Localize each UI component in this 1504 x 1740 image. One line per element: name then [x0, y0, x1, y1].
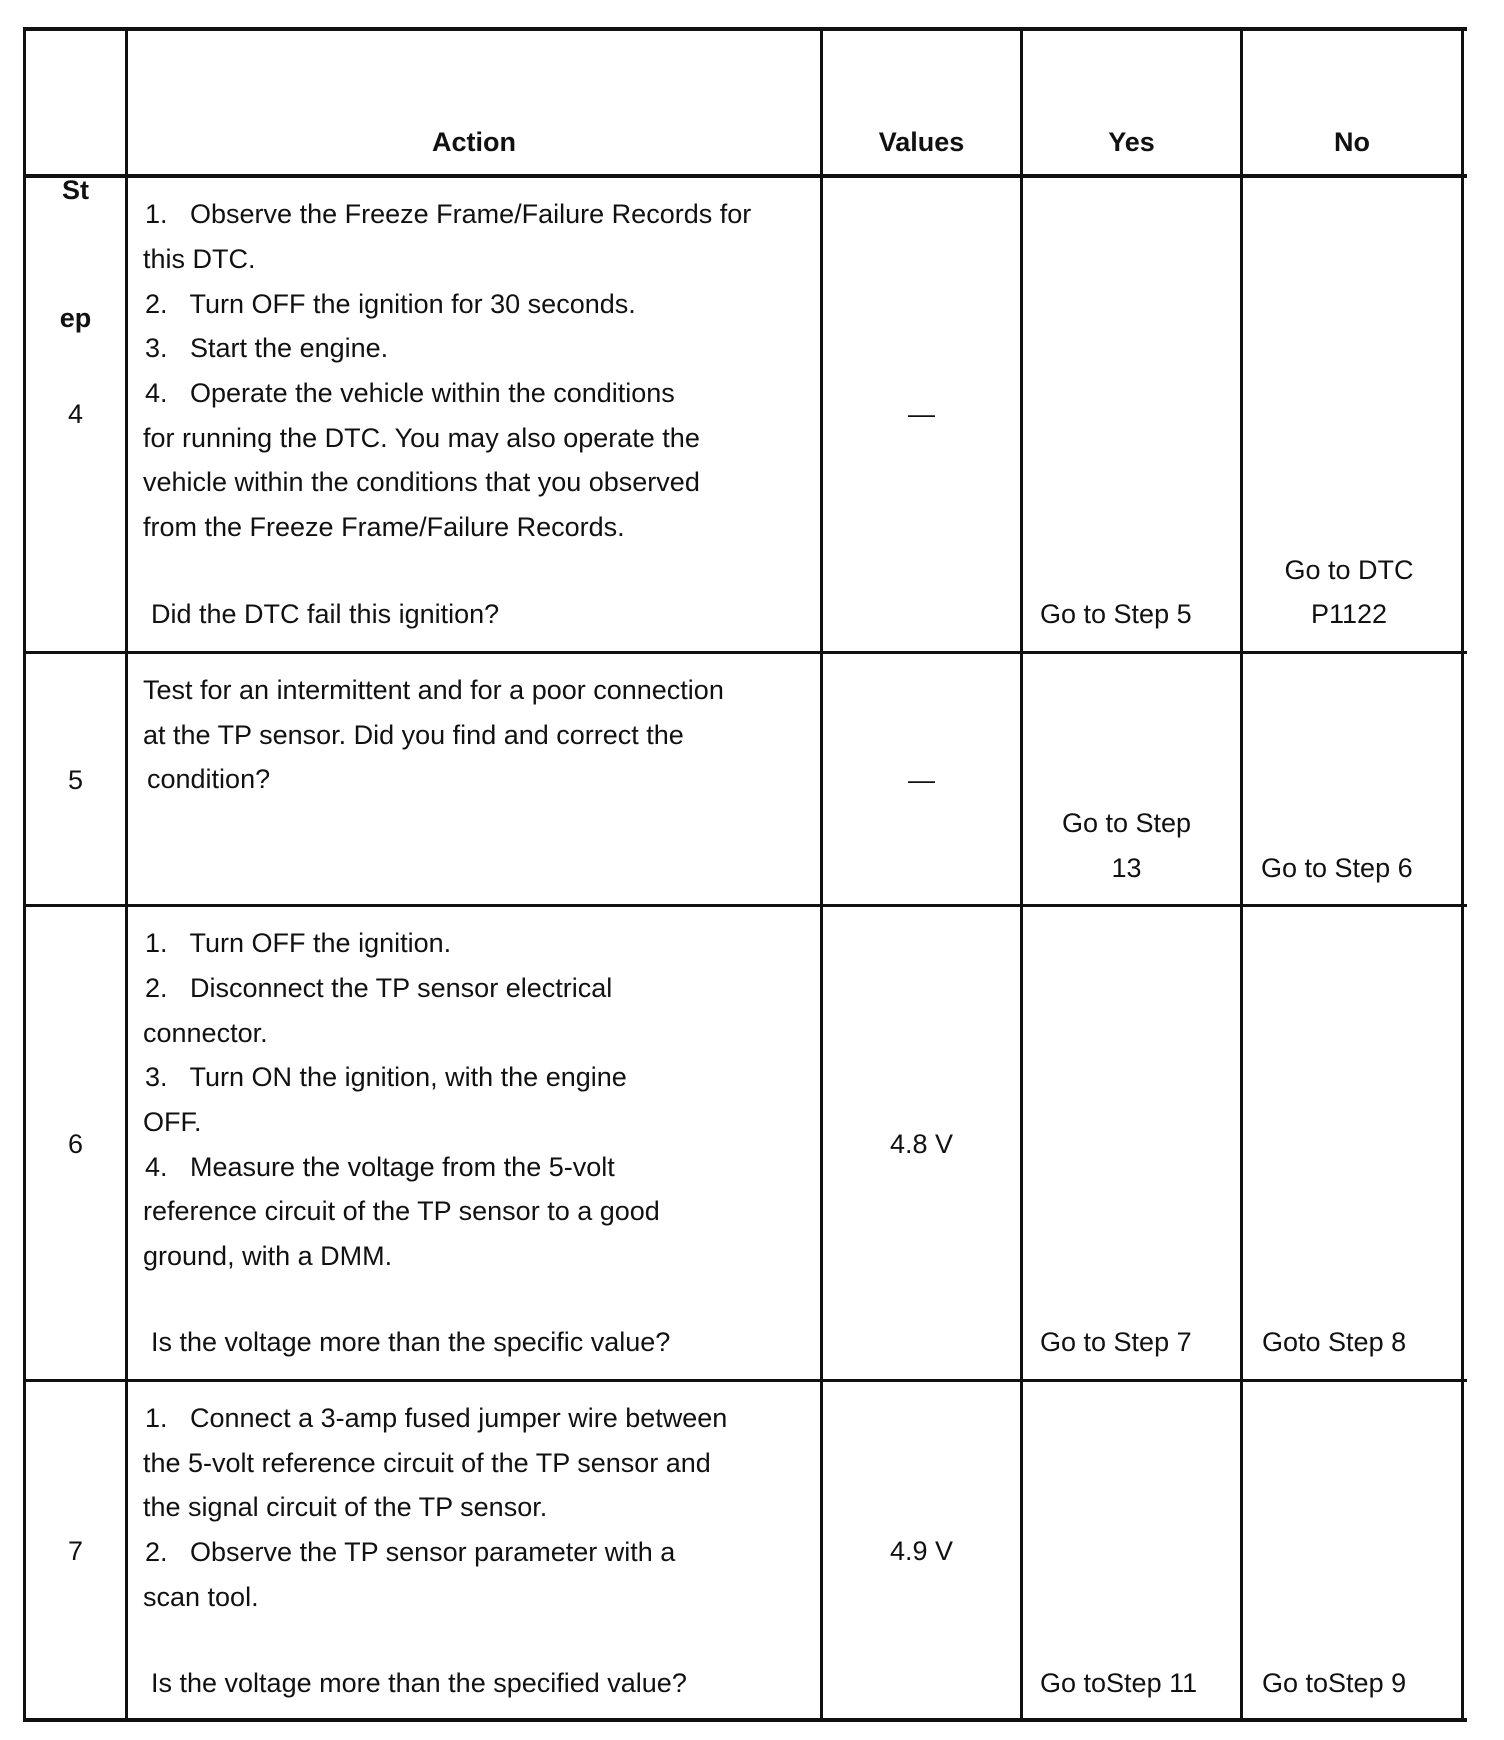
action-question: Did the DTC fail this ignition?: [151, 599, 500, 629]
action-line: this DTC.: [143, 244, 256, 274]
value-cell: 4.8 V: [889, 1129, 954, 1159]
action-line: 1. Observe the Freeze Frame/Failure Records for: [145, 199, 752, 229]
row-divider: [23, 1379, 1467, 1382]
action-line: 2. Observe the TP sensor parameter with a: [145, 1537, 676, 1567]
action-line: 2. Turn OFF the ignition for 30 seconds.: [145, 289, 636, 319]
header-yes: Yes: [1108, 127, 1155, 157]
action-question: Is the voltage more than the specific value?: [151, 1327, 671, 1357]
yes-cell: Go toStep 11: [1040, 1668, 1198, 1698]
action-line: condition?: [147, 764, 271, 794]
yes-cell: Go to Step 7: [1040, 1327, 1192, 1357]
action-line: at the TP sensor. Did you find and correct the: [143, 720, 684, 750]
yes-cell-line1: Go to Step: [1061, 808, 1192, 838]
action-line: reference circuit of the TP sensor to a good: [143, 1196, 660, 1226]
action-line: ground, with a DMM.: [143, 1241, 393, 1271]
header-no: No: [1334, 127, 1370, 157]
action-line: 1. Turn OFF the ignition.: [145, 928, 452, 958]
table-border-bottom: [23, 1718, 1467, 1722]
action-line: 4. Operate the vehicle within the conditions: [145, 378, 675, 408]
header-step: [26, 80, 125, 428]
header-step-line1: St: [62, 175, 89, 205]
row-divider: [23, 651, 1467, 654]
action-line: for running the DTC. You may also operate the: [143, 423, 700, 453]
action-line: connector.: [143, 1018, 268, 1048]
step-number: 6: [67, 1129, 84, 1159]
column-divider: [125, 27, 128, 1722]
step-number: 5: [67, 765, 84, 795]
action-line: 4. Measure the voltage from the 5-volt: [145, 1152, 615, 1182]
yes-cell: Go to Step 5: [1040, 599, 1192, 629]
action-question: Is the voltage more than the specified value?: [151, 1668, 687, 1698]
action-line: OFF.: [143, 1107, 202, 1137]
no-cell: Goto Step 8: [1262, 1327, 1407, 1357]
header-action: Action: [432, 127, 516, 157]
action-line: the signal circuit of the TP sensor.: [143, 1492, 548, 1522]
header-values: Values: [878, 127, 965, 157]
action-line: vehicle within the conditions that you observed: [143, 467, 700, 497]
header-divider: [23, 174, 1467, 178]
no-cell-line1: Go to DTC: [1284, 555, 1414, 585]
value-cell: —: [908, 399, 935, 429]
action-line: scan tool.: [143, 1582, 259, 1612]
value-cell: 4.9 V: [889, 1536, 954, 1566]
action-line: the 5-volt reference circuit of the TP sensor and: [143, 1448, 711, 1478]
row-divider: [23, 904, 1467, 907]
table-border-top: [23, 27, 1467, 31]
no-cell: Go to Step 6: [1261, 853, 1413, 883]
step-number: 4: [67, 399, 84, 429]
action-line: 3. Turn ON the ignition, with the engine: [145, 1062, 627, 1092]
step-number: 7: [67, 1536, 84, 1566]
table-border-right: [1461, 27, 1464, 1722]
header-step-line2: ep: [59, 303, 92, 333]
action-line: Test for an intermittent and for a poor connection: [143, 675, 724, 705]
value-cell: —: [908, 765, 935, 795]
yes-cell-line2: 13: [1111, 853, 1142, 883]
action-line: from the Freeze Frame/Failure Records.: [143, 512, 625, 542]
no-cell-line2: P1122: [1310, 599, 1388, 629]
no-cell: Go toStep 9: [1262, 1668, 1407, 1698]
column-divider: [820, 27, 823, 1722]
action-line: 2. Disconnect the TP sensor electrical: [145, 973, 613, 1003]
action-line: 3. Start the engine.: [145, 333, 389, 363]
column-divider: [1240, 27, 1243, 1722]
action-line: 1. Connect a 3-amp fused jumper wire between: [145, 1403, 728, 1433]
